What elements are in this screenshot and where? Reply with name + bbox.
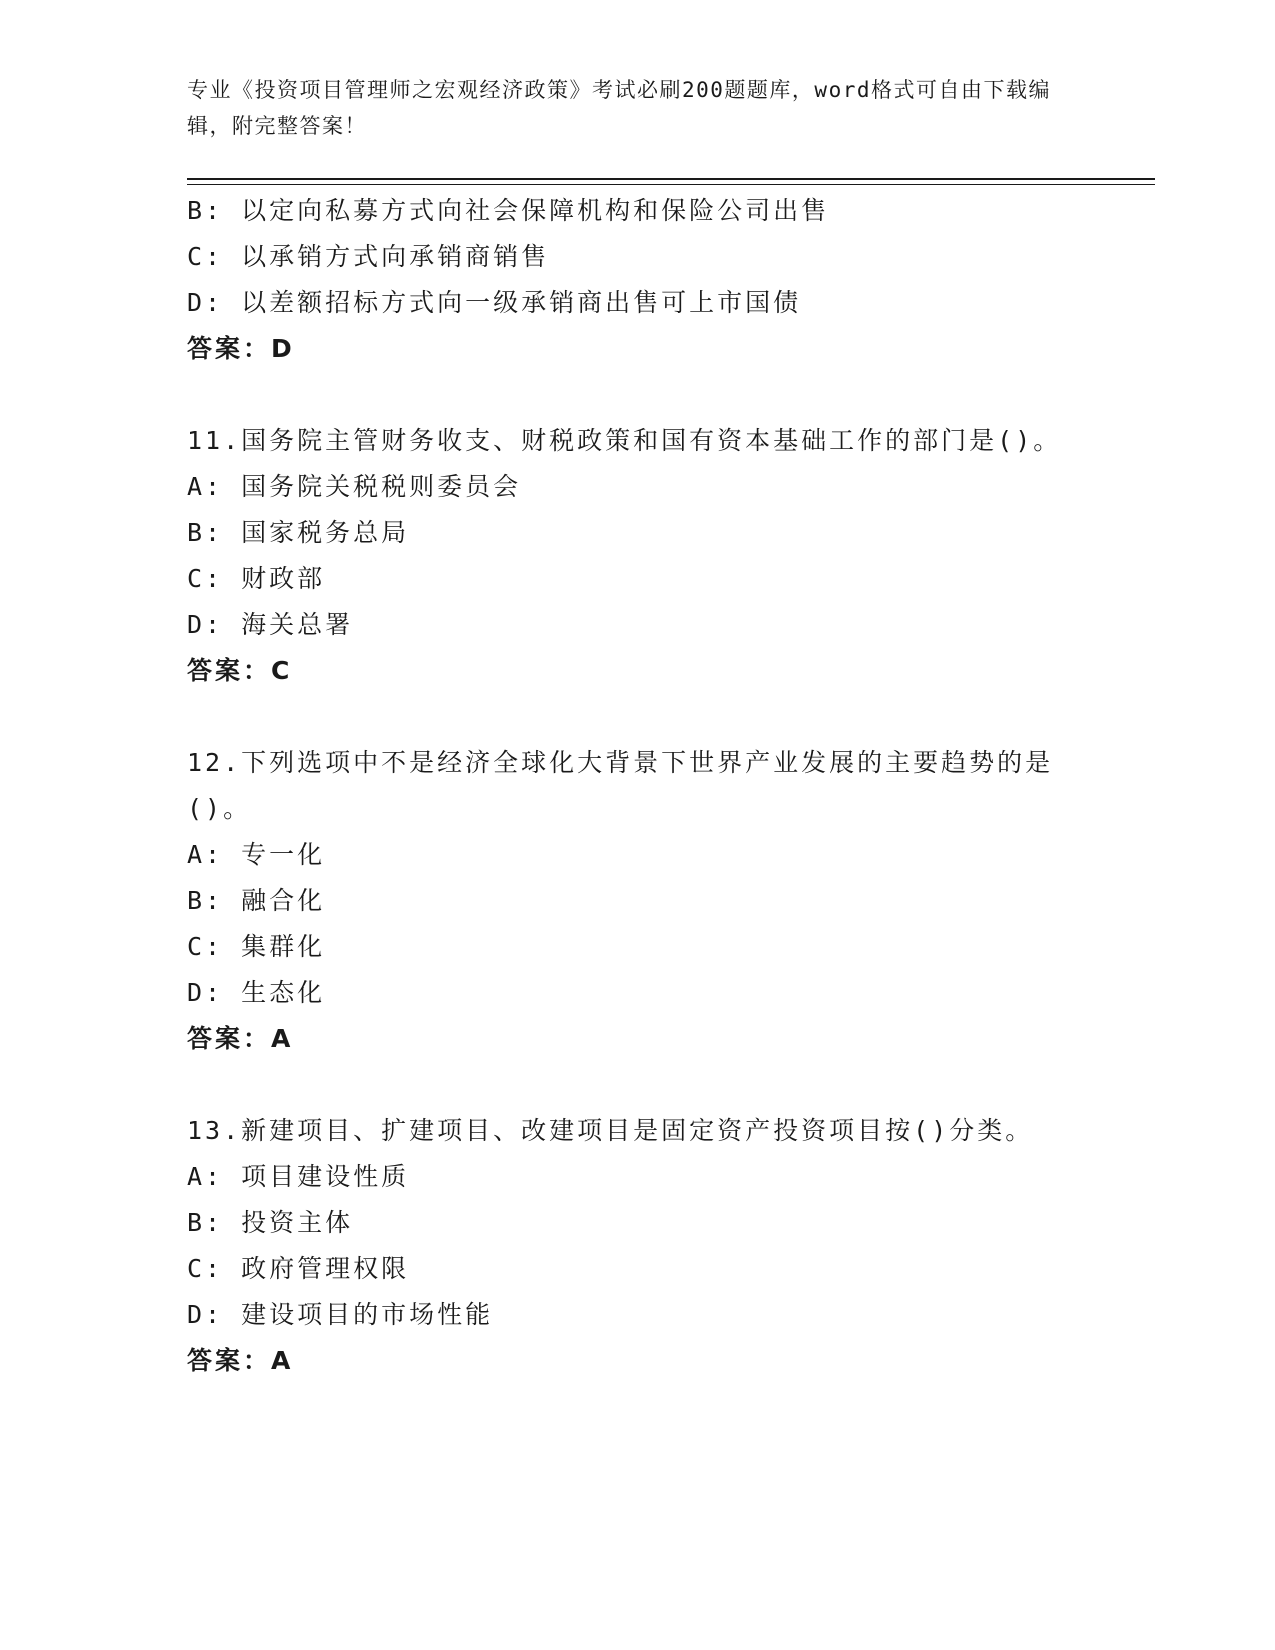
question-11 — [187, 418, 1087, 694]
question-stem: 13.新建项目、扩建项目、改建项目是固定资产投资项目按()分类。 — [187, 1116, 1034, 1145]
option-a: A: 项目建设性质 — [187, 1162, 410, 1191]
option-a: A: 国务院关税税则委员会 — [187, 472, 522, 501]
option-d: D: 生态化 — [187, 978, 326, 1007]
option-d: D: 建设项目的市场性能 — [187, 1300, 494, 1329]
question-stem: 12.下列选项中不是经济全球化大背景下世界产业发展的主要趋势的是()。 — [187, 748, 1054, 823]
option-a: A: 专一化 — [187, 840, 326, 869]
question-12 — [187, 740, 1087, 1062]
question-13 — [187, 1108, 1087, 1384]
answer-line: 答案：D — [187, 334, 295, 363]
answer-line: 答案：C — [187, 656, 293, 685]
option-d: D: 海关总署 — [187, 610, 354, 639]
document-header: 专业《投资项目管理师之宏观经济政策》考试必刷200题题库，word格式可自由下载编辑，附完整答案！ — [187, 78, 1051, 138]
header-divider-thin — [187, 184, 1155, 185]
option-c: C: 财政部 — [187, 564, 326, 593]
answer-line: 答案：A — [187, 1346, 294, 1375]
question-10-continuation — [187, 188, 1087, 372]
option-b: B: 投资主体 — [187, 1208, 354, 1237]
question-list — [187, 188, 1087, 1384]
option-c: C: 政府管理权限 — [187, 1254, 410, 1283]
option-c: C: 以承销方式向承销商销售 — [187, 242, 550, 271]
option-b: B: 融合化 — [187, 886, 326, 915]
header-divider-thick — [187, 178, 1155, 180]
option-b: B: 以定向私募方式向社会保障机构和保险公司出售 — [187, 196, 830, 225]
option-c: C: 集群化 — [187, 932, 326, 961]
option-b: B: 国家税务总局 — [187, 518, 410, 547]
question-stem: 11.国务院主管财务收支、财税政策和国有资本基础工作的部门是()。 — [187, 426, 1062, 455]
answer-line: 答案：A — [187, 1024, 294, 1053]
option-d: D: 以差额招标方式向一级承销商出售可上市国债 — [187, 288, 802, 317]
